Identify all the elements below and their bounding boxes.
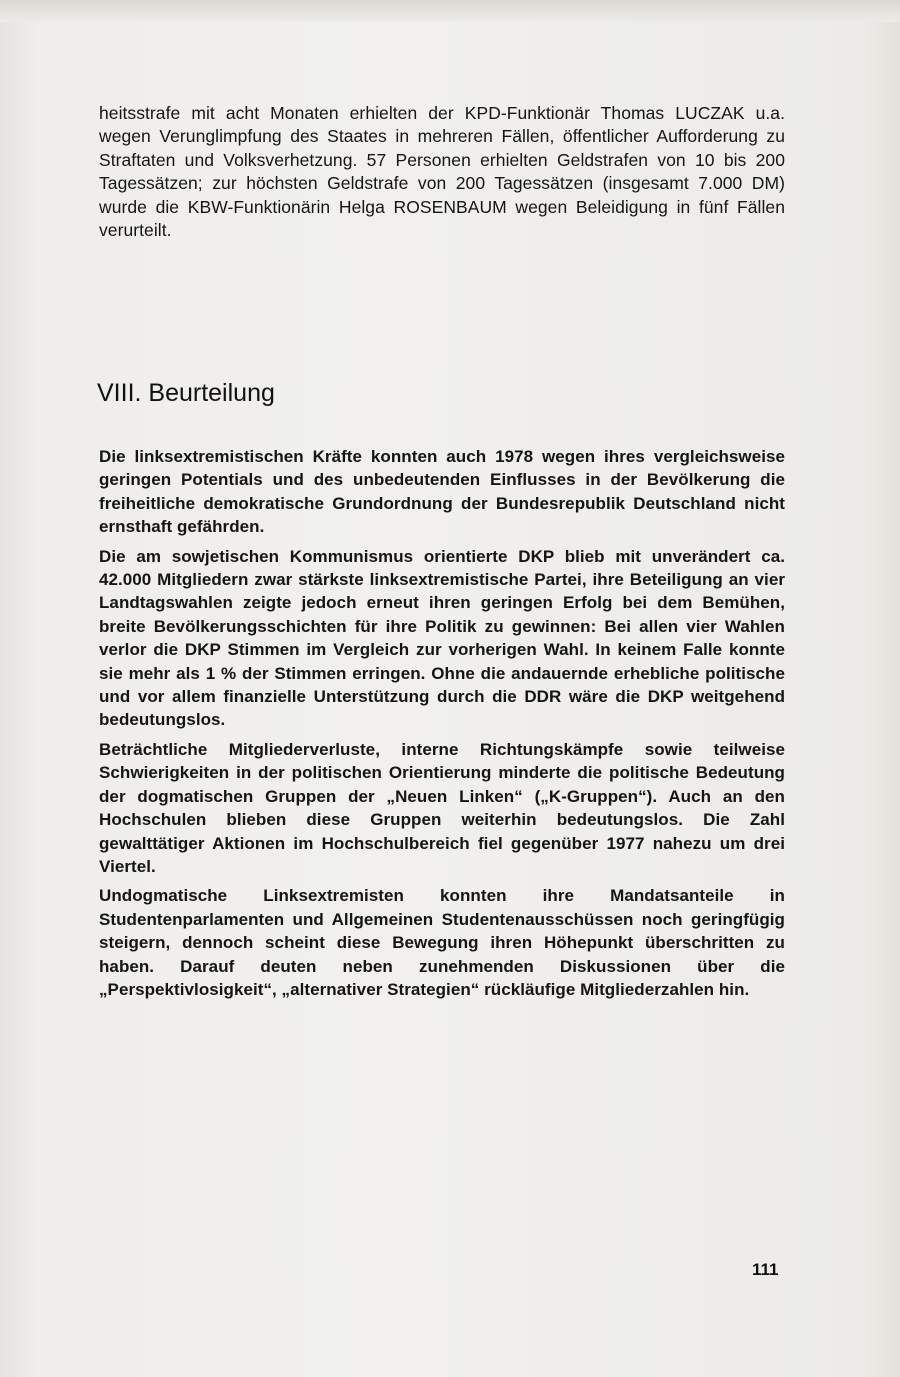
paragraph-overall-assessment: Die linksextremistischen Kräfte konnten auch 1978 wegen ihres vergleichsweise geringen Potentials und des unbedeutenden Einflusses in der Bevölkerung die freiheitliche demokratische Grundordnung der Bundesrepublik Deutschland nicht ernsthaft gefährden.	[99, 447, 785, 537]
intro-paragraph: heitsstrafe mit acht Monaten erhielten der KPD-Funktionär Thomas LUCZAK u.a. wegen Verunglimpfung des Staates in mehreren Fällen, öffentlicher Aufforderung zu Straftaten und Volksverhetzung. 57 Personen erhielten Geldstrafen von 10 bis 200 Tagessätzen; zur höchsten Geldstrafe von 200 Tagessätzen (insgesamt 7.000 DM) wurde die KBW-Funktionärin Helga ROSENBAUM wegen Beleidigung in fünf Fällen verurteilt.	[99, 103, 785, 241]
page-number: 111	[752, 1260, 779, 1279]
assessment-body	[99, 445, 785, 1001]
paragraph-undogmatic-left: Undogmatische Linksextremisten konnten ihre Mandatsanteile in Studentenparlamenten und Allgemeinen Studentenausschüssen noch geringfügig steigern, dennoch scheint diese Bewegung ihren Höhepunkt überschritten zu haben. Darauf deuten neben zunehmenden Diskussionen über die „Perspektivlosigkeit“, „alternativer Strategien“ rückläufige Mitgliederzahlen hin.	[99, 886, 785, 999]
scan-edge-shadow	[0, 0, 900, 22]
intro-paragraph-block	[99, 102, 785, 242]
section-heading: VIII. Beurteilung	[97, 379, 275, 407]
paragraph-k-groups: Beträchtliche Mitgliederverluste, interne Richtungskämpfe sowie teilweise Schwierigkeiten in der politischen Orientierung minderte die politische Bedeutung der dogmatischen Gruppen der „Neuen Linken“ („K-Gruppen“). Auch an den Hochschulen blieben diese Gruppen weiterhin bedeutungslos. Die Zahl gewalttätiger Aktionen im Hochschulbereich fiel gegenüber 1977 nahezu um drei Viertel.	[99, 739, 785, 876]
paragraph-dkp: Die am sowjetischen Kommunismus orientierte DKP blieb mit unverändert ca. 42.000 Mitgliedern zwar stärkste linksextremistische Partei, ihre Beteiligung an vier Landtagswahlen zeigte jedoch erneut ihren geringen Erfolg bei dem Bemühen, breite Bevölkerungsschichten für ihre Politik zu gewinnen: Bei allen vier Wahlen verlor die DKP Stimmen im Vergleich zur vorherigen Wahl. In keinem Falle konnte sie mehr als 1 % der Stimmen erringen. Ohne die andauernde erhebliche politische und vor allem finanzielle Unterstützung durch die DDR wäre die DKP weitgehend bedeutungslos.	[99, 546, 785, 730]
